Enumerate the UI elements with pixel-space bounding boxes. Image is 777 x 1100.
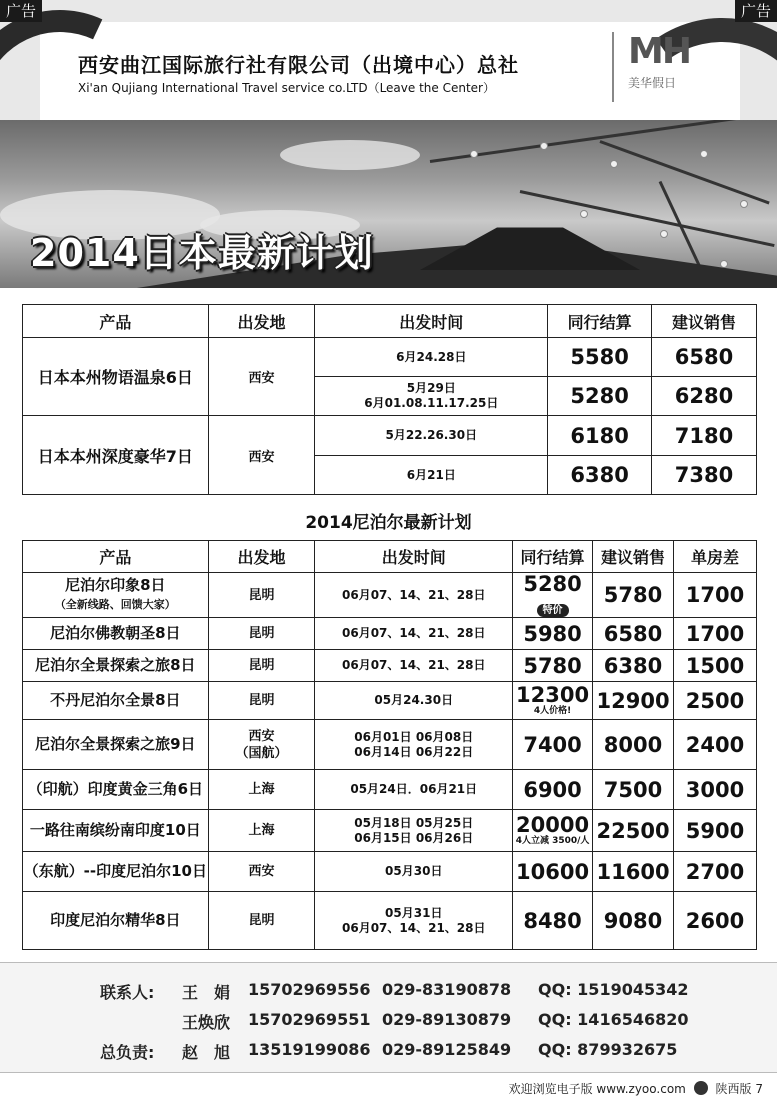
product-title: 尼泊尔印象8日 (65, 576, 166, 594)
table-row (23, 573, 757, 618)
contact-name: 王焕欣 (182, 1013, 231, 1032)
blossom (740, 200, 748, 208)
contact-qq: QQ: 1519045342 (538, 980, 689, 999)
departure-dates (315, 810, 513, 852)
head-label: 总负责: (100, 1043, 155, 1062)
company-name-en: Xi'an Qujiang International Travel service co.LTD（Leave the Center） (78, 81, 495, 95)
date-line: 06月15日 06月26日 (354, 830, 474, 845)
origin-line: 西安 (248, 728, 275, 744)
retail-price: 7180 (652, 416, 757, 456)
departure-dates: 05月24日．06月21日 (315, 770, 513, 810)
origin-city: 昆明 (208, 573, 315, 618)
temple-roof-top (420, 220, 640, 270)
product-name: 印度尼泊尔精华8日 (23, 892, 209, 950)
price-note: 4人价格! (533, 706, 572, 716)
origin-city: 昆明 (208, 682, 315, 720)
blossom (660, 230, 668, 238)
contact-name: 赵 旭 (182, 1043, 231, 1062)
contact-phone: 029-89125849 (382, 1040, 512, 1059)
date-line: 6月24.28日 (396, 349, 467, 364)
single-supplement: 2500 (674, 682, 757, 720)
retail-price: 5780 (593, 573, 674, 618)
col-header-origin: 出发地 (208, 305, 315, 338)
footer-edition: 陕西版 (715, 1082, 752, 1096)
departure-dates: 05月30日 (315, 852, 513, 892)
product-name: （印航）印度黄金三角6日 (23, 770, 209, 810)
contact-mobile: 15702969556 (248, 980, 371, 999)
departure-dates (315, 892, 513, 950)
contact-phone: 029-83190878 (382, 980, 512, 999)
trade-price: 5580 (548, 338, 652, 377)
footer-site: 欢迎浏览电子版 www.zyoo.com (508, 1082, 686, 1096)
table-row (23, 892, 757, 950)
departure-dates (315, 416, 548, 456)
table-row (23, 720, 757, 770)
origin-city: 西安 (208, 338, 315, 416)
date-line: 5月22.26.30日 (385, 428, 478, 442)
trade-price: 5780 (513, 650, 593, 682)
cloud-shape (280, 140, 420, 170)
retail-price: 11600 (593, 852, 674, 892)
contact-qq: QQ: 1416546820 (538, 1010, 689, 1029)
date-line: 6月21日 (406, 467, 456, 482)
retail-price: 6580 (593, 618, 674, 650)
tree-branch (599, 140, 769, 204)
contact-phone: 029-89130879 (382, 1010, 512, 1029)
product-name: 一路往南缤纷南印度10日 (23, 810, 209, 852)
product-name: （东航）--印度尼泊尔10日 (23, 852, 209, 892)
col-header-product: 产品 (23, 541, 209, 573)
retail-price: 7500 (593, 770, 674, 810)
col-header-origin: 出发地 (208, 541, 315, 573)
departure-dates (315, 377, 548, 416)
product-name: 尼泊尔佛教朝圣8日 (23, 618, 209, 650)
trade-price-value: 12300 (516, 683, 590, 707)
col-header-product: 产品 (23, 305, 209, 338)
product-name: 不丹尼泊尔全景8日 (23, 682, 209, 720)
header (0, 0, 777, 120)
single-supplement: 3000 (674, 770, 757, 810)
blossom (540, 142, 548, 150)
table-header-row (23, 541, 757, 573)
origin-city: 上海 (208, 770, 315, 810)
logo-name: 美华假日 (628, 76, 677, 90)
table-row (23, 618, 757, 650)
date-line: 5月29日 (406, 381, 456, 395)
date-line: 05月18日 05月25日 (354, 815, 474, 830)
col-header-single-supplement: 单房差 (674, 541, 757, 573)
date-line: 06月07、14、21、28日 (342, 920, 486, 935)
origin-city: 西安 (208, 852, 315, 892)
footer-text (509, 1080, 763, 1097)
col-header-retail-price: 建议销售 (593, 541, 674, 573)
origin-city: 上海 (208, 810, 315, 852)
table-row (23, 852, 757, 892)
trade-price: 5980 (513, 618, 593, 650)
logo-mark: MH (628, 31, 690, 72)
contact-mobile: 15702969551 (248, 1010, 371, 1029)
departure-dates (315, 456, 548, 495)
trade-price: 8480 (513, 892, 593, 950)
brand-logo (612, 32, 712, 102)
origin-city (208, 720, 315, 770)
trade-price: 5280 (548, 377, 652, 416)
retail-price: 8000 (593, 720, 674, 770)
contact-section (0, 962, 777, 1072)
retail-price: 7380 (652, 456, 757, 495)
departure-dates: 06月07、14、21、28日 (315, 573, 513, 618)
departure-dates: 05月24.30日 (315, 682, 513, 720)
date-line: 06月14日 06月22日 (354, 744, 474, 759)
single-supplement: 1700 (674, 618, 757, 650)
ad-label-right: 广告 (735, 0, 777, 22)
col-header-trade-price: 同行结算 (513, 541, 593, 573)
contact-label: 联系人: (100, 983, 155, 1002)
single-supplement: 1700 (674, 573, 757, 618)
trade-price: 6180 (548, 416, 652, 456)
trade-price: 10600 (513, 852, 593, 892)
page-footer (0, 1072, 777, 1100)
site-logo-icon (694, 1081, 708, 1095)
japan-price-table (22, 304, 757, 495)
nepal-section-title: 2014尼泊尔最新计划 (305, 513, 472, 533)
contact-name: 王 娟 (182, 983, 231, 1002)
ad-label-left: 广告 (0, 0, 42, 22)
trade-price (513, 810, 593, 852)
departure-dates (315, 720, 513, 770)
product-name: 日本本州深度豪华7日 (23, 416, 209, 495)
blossom (470, 150, 478, 158)
single-supplement: 2700 (674, 852, 757, 892)
trade-price: 6380 (548, 456, 652, 495)
departure-dates: 06月07、14、21、28日 (315, 618, 513, 650)
table-row (23, 770, 757, 810)
contact-qq: QQ: 879932675 (538, 1040, 678, 1059)
col-header-date: 出发时间 (315, 305, 548, 338)
single-supplement: 5900 (674, 810, 757, 852)
col-header-retail-price: 建议销售 (652, 305, 757, 338)
trade-price: 7400 (513, 720, 593, 770)
page-number: 7 (755, 1082, 763, 1096)
blossom (720, 260, 728, 268)
blossom (700, 150, 708, 158)
special-price-badge: 特价 (537, 604, 569, 617)
col-header-trade-price: 同行结算 (548, 305, 652, 338)
trade-price (513, 573, 593, 618)
trade-price: 6900 (513, 770, 593, 810)
airline-note: （国航） (235, 745, 288, 761)
origin-city: 昆明 (208, 892, 315, 950)
departure-dates (315, 338, 548, 377)
product-name: 尼泊尔全景探索之旅9日 (23, 720, 209, 770)
trade-price (513, 682, 593, 720)
retail-price: 12900 (593, 682, 674, 720)
retail-price: 9080 (593, 892, 674, 950)
trade-price-value: 20000 (516, 813, 590, 837)
departure-dates: 06月07、14、21、28日 (315, 650, 513, 682)
banner-image (0, 120, 777, 288)
banner-title: 2014日本最新计划 (30, 231, 374, 275)
product-name (23, 573, 209, 618)
table-row (23, 682, 757, 720)
price-note: 4人立减 3500/人 (515, 836, 590, 846)
trade-price-value: 5280 (523, 572, 582, 596)
tree-branch (430, 120, 767, 163)
origin-city: 西安 (208, 416, 315, 495)
table-header-row (23, 305, 757, 338)
blossom (610, 160, 618, 168)
table-row (23, 810, 757, 852)
blossom (580, 210, 588, 218)
origin-city: 昆明 (208, 650, 315, 682)
retail-price: 6580 (652, 338, 757, 377)
product-name: 日本本州物语温泉6日 (23, 338, 209, 416)
product-subtitle: （全新线路、回馈大家） (54, 598, 176, 611)
retail-price: 6380 (593, 650, 674, 682)
origin-city: 昆明 (208, 618, 315, 650)
company-name-cn: 西安曲江国际旅行社有限公司（出境中心）总社 (78, 53, 519, 77)
nepal-price-table (22, 540, 757, 950)
date-line: 6月01.08.11.17.25日 (364, 396, 499, 410)
col-header-date: 出发时间 (315, 541, 513, 573)
retail-price: 22500 (593, 810, 674, 852)
retail-price: 6280 (652, 377, 757, 416)
table-row (23, 650, 757, 682)
date-line: 06月01日 06月08日 (354, 729, 474, 744)
single-supplement: 2400 (674, 720, 757, 770)
table-row (23, 416, 757, 456)
table-row (23, 338, 757, 377)
date-line: 05月31日 (385, 905, 443, 920)
single-supplement: 2600 (674, 892, 757, 950)
product-name: 尼泊尔全景探索之旅8日 (23, 650, 209, 682)
single-supplement: 1500 (674, 650, 757, 682)
contact-mobile: 13519199086 (248, 1040, 371, 1059)
